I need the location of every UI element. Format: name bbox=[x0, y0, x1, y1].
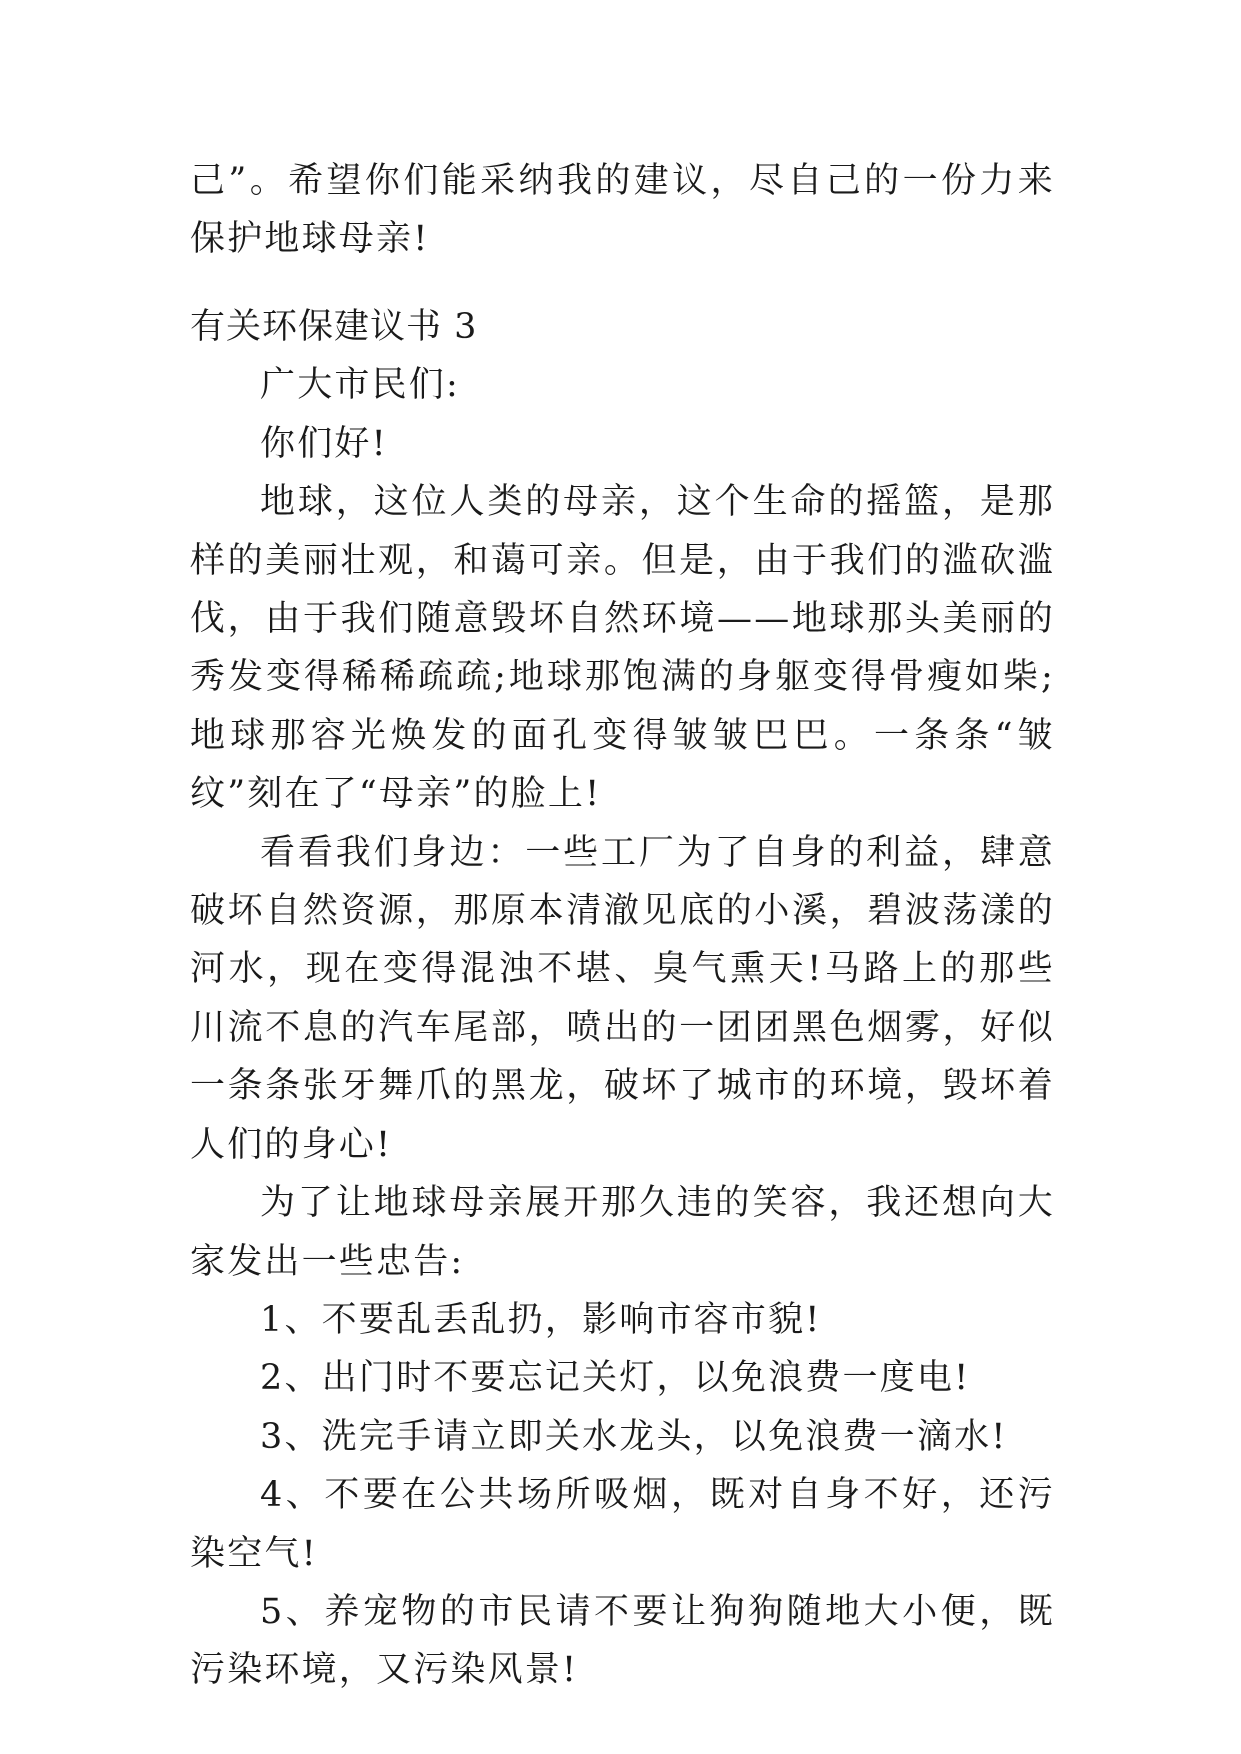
section-block bbox=[190, 298, 1055, 1700]
body-paragraph: 地球，这位人类的母亲，这个生命的摇篮，是那样的美丽壮观，和蔼可亲。但是，由于我们的滥砍滥伐，由于我们随意毁坏自然环境——地球那头美丽的秀发变得稀稀疏疏;地球那饱满的身躯变得骨瘦如柴;地球那容光焕发的面孔变得皱皱巴巴。一条条“皱纹”刻在了“母亲”的脸上! bbox=[190, 482, 1055, 815]
advice-item: 4、不要在公共场所吸烟，既对自身不好，还污染空气! bbox=[190, 1475, 1055, 1574]
advice-item: 2、出门时不要忘记关灯，以免浪费一度电! bbox=[260, 1358, 971, 1399]
section-title: 有关环保建议书 3 bbox=[190, 307, 478, 347]
advice-item: 3、洗完手请立即关水龙头，以免浪费一滴水! bbox=[260, 1416, 1008, 1457]
greeting: 你们好! bbox=[260, 423, 388, 464]
continuation-paragraph: 己”。希望你们能采纳我的建议，尽自己的一份力来保护地球母亲! bbox=[190, 161, 1055, 260]
advice-item: 5、养宠物的市民请不要让狗狗随地大小便，既污染环境，又污染风景! bbox=[190, 1591, 1055, 1691]
continuation-block bbox=[190, 152, 1055, 269]
salutation: 广大市民们: bbox=[260, 365, 460, 406]
body-paragraph: 看看我们身边：一些工厂为了自身的利益，肆意破坏自然资源，那原本清澈见底的小溪，碧波荡漾的河水，现在变得混浊不堪、臭气熏天!马路上的那些川流不息的汽车尾部，喷出的一团团黑色烟雾，好似一条条张牙舞爪的黑龙，破坏了城市的环境，毁坏着人们的身心! bbox=[190, 832, 1055, 1165]
body-paragraph: 为了让地球母亲展开那久违的笑容，我还想向大家发出一些忠告: bbox=[190, 1183, 1055, 1282]
advice-item: 1、不要乱丢乱扔，影响市容市貌! bbox=[260, 1299, 822, 1340]
